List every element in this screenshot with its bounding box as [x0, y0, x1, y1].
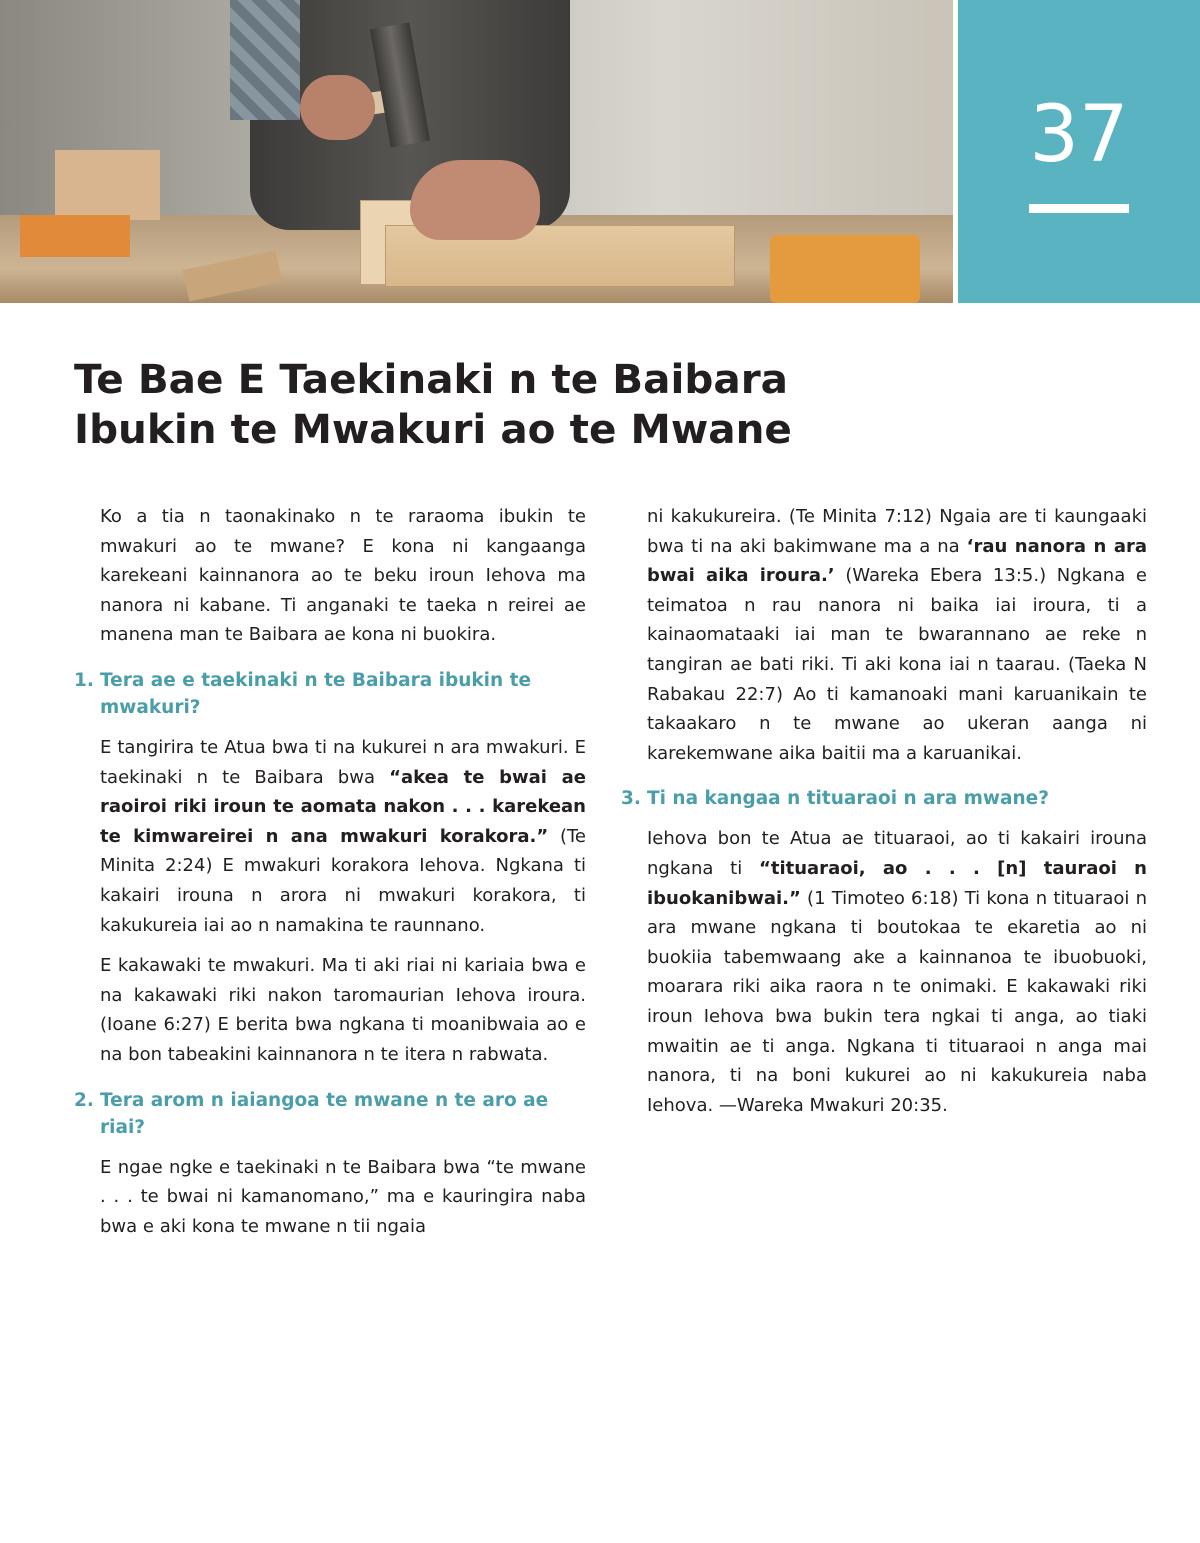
section-2-number: 2.	[74, 1089, 94, 1111]
orange-block	[20, 215, 130, 257]
hand-holding-hammer	[300, 75, 375, 140]
section-3-number: 3.	[621, 788, 641, 810]
hero-image	[0, 0, 953, 303]
wood-crate	[55, 150, 160, 220]
section-3-heading-text: Ti na kangaa n tituaraoi n ara mwane?	[647, 788, 1049, 810]
section-2-paragraph-1-cont	[621, 502, 1147, 768]
section-3-heading	[621, 785, 1147, 812]
page-title	[74, 354, 974, 454]
hand-holding-wood	[410, 160, 540, 240]
bold-quote: “tituaraoi, ao . . . [n] tauraoi n ibuokanibwai.”	[647, 857, 1147, 909]
section-3-paragraph-1	[621, 824, 1147, 1120]
title-line-2: Ibukin te Mwakuri ao te Mwane	[74, 405, 792, 453]
shirt-sleeve	[230, 0, 300, 120]
text-run: (1 Timoteo 6:18) Ti kona n tituaraoi n ara mwane ngkana ti boutokaa te ekaretia ao ni buokiia tabemwaang ake a kainnanoa te ibuobuoki, moarara riki aika raora n te onimaki. E kakawaki riki iroun Iehova bwa bukin tera ngkai ti anga, ao tiaki mwaitin ae ti anga. Ngkana ti tituaraoi n anga mai nanora, ti na boni kukurei ao ni kakukureia naba Iehova. —Wareka Mwakuri 20:35.	[647, 887, 1147, 1116]
lesson-badge	[958, 0, 1200, 303]
section-2-heading-text: Tera arom n iaiangoa te mwane n te aro ae riai?	[100, 1089, 549, 1138]
text-run: (Te Minita 2:24) E mwakuri korakora Iehova. Ngkana ti kakairi irouna n arora ni mwakuri korakora, ti kakukureia iai ao n namakina te raunnano.	[100, 825, 586, 936]
section-1-heading-text: Tera ae e taekinaki n te Baibara ibukin te mwakuri?	[100, 669, 532, 718]
lesson-number: 37	[1029, 90, 1129, 180]
text-run: Iehova bon te Atua ae tituaraoi, ao ti kakairi irouna ngkana ti	[647, 828, 1147, 879]
left-column	[74, 502, 586, 1252]
bold-quote: “akea te bwai ae raoiroi riki iroun te aomata nakon . . . karekean te kimwareirei n ana mwakuri korakora.”	[100, 766, 586, 847]
section-1-heading	[74, 667, 586, 721]
section-2-heading	[74, 1087, 586, 1141]
orange-tool	[770, 235, 920, 303]
bold-quote: ‘rau nanora n ara bwai aika iroura.’	[647, 535, 1147, 587]
text-run: ni kakukureira. (Te Minita 7:12) Ngaia are ti kaungaaki bwa ti na aki bakimwane ma a na	[647, 506, 1147, 557]
intro-paragraph: Ko a tia n taonakinako n te raraoma ibukin te mwakuri ao te mwane? E kona ni kangaanga karekeani kainnanora ao te beku iroun Iehova ma nanora ni kabane. Ti anganaki te taeka n reirei ae manena man te Baibara ae kona ni buokira.	[100, 506, 586, 646]
title-line-1: Te Bae E Taekinaki n te Baibara	[74, 355, 789, 403]
section-1-number: 1.	[74, 669, 94, 691]
text-run: (Wareka Ebera 13:5.) Ngkana e teimatoa n rau nanora ni baika iai iroura, ti a kainaomataaki iai man te bwarannano ae reke n tangiran ae bati riki. Ti aki kona iai n taarau. (Taeka N Rabakau 22:7) Ao ti kamanoaki mani karuanikain te takaakaro n te mwane ao ukeran aanga ni karekemwane aika baitii ma a karuanikai.	[647, 565, 1147, 764]
badge-rule	[1029, 204, 1129, 213]
text-run: E tangirira te Atua bwa ti na kukurei n ara mwakuri. E taekinaki n te Baibara bwa	[100, 736, 586, 788]
section-1-paragraph-1	[74, 733, 586, 940]
section-2-paragraph-1-start: E ngae ngke e taekinaki n te Baibara bwa “te mwane . . . te bwai ni kamanomano,” ma e kauringira naba bwa e aki kona te mwane n tii ngaia	[100, 1156, 586, 1237]
right-column	[621, 502, 1147, 1131]
section-1-paragraph-2: E kakawaki te mwakuri. Ma ti aki riai ni kariaia bwa e na kakawaki riki nakon taromaurian Iehova iroura. (Ioane 6:27) E berita bwa ngkana ti moanibwaia ao e na bon tabeakini kainnanora n te itera n rabwata.	[100, 955, 586, 1065]
